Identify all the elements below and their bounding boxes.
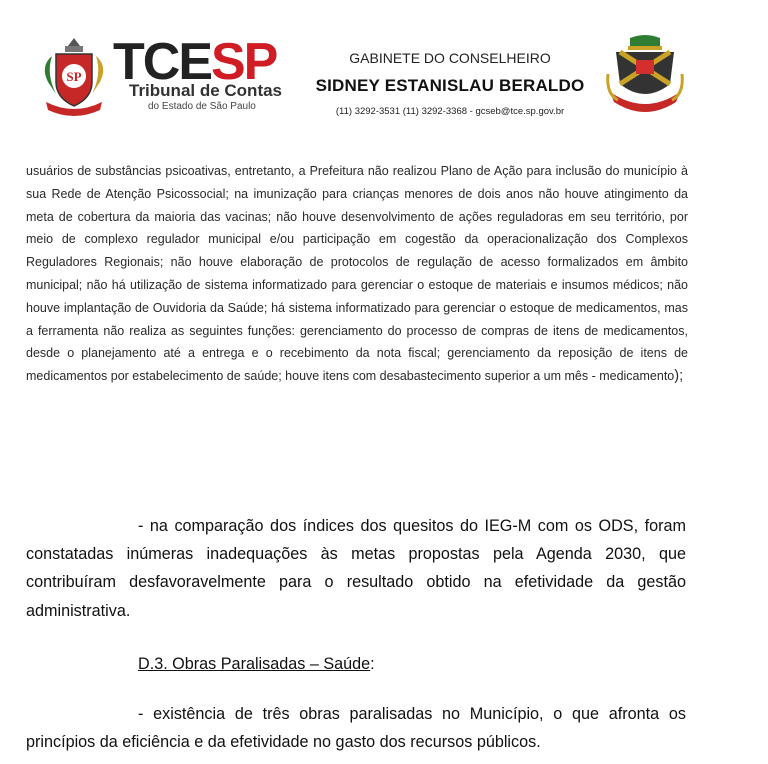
section-heading-text: D.3. Obras Paralisadas – Saúde (138, 655, 371, 673)
logo-tribunal-text: Tribunal de Contas (129, 81, 283, 100)
sao-paulo-coat-of-arms-icon (38, 36, 110, 118)
office-contact: (11) 3292-3531 (11) 3292-3368 - gcseb@tce.sp.gov.br (335, 106, 565, 117)
section-heading-colon: : (370, 655, 375, 673)
document-body-small (26, 160, 688, 388)
logo-sp: SP (211, 33, 277, 91)
logo-estado-text: do Estado de São Paulo (148, 101, 256, 112)
svg-text:SP: SP (66, 69, 82, 84)
paragraph-ods (26, 512, 686, 625)
paragraph-saude-close: ); (674, 368, 684, 385)
tce-crest-icon (606, 34, 684, 114)
office-name: SIDNEY ESTANISLAU BERALDO (315, 76, 585, 95)
letterhead (0, 0, 768, 140)
paragraph-ods-text: - na comparação dos índices dos quesitos do IEG-M com os ODS, foram constatadas inúmeras inadequações às metas propostas pela Agenda 2030, que contribuíram desfavoravelmente para o resultado obtido na efetividade da gestão administrativa. (26, 517, 686, 620)
paragraph-saude-continuation (26, 160, 688, 388)
logo-tce: TCE (113, 33, 211, 91)
section-heading-obras (138, 655, 375, 674)
paragraph-obras-text: - existência de três obras paralisadas no Município, o que afronta os princípios da eficiência e da efetividade no gasto dos recursos públicos. (26, 705, 686, 752)
paragraph-obras (26, 700, 686, 756)
office-title: GABINETE DO CONSELHEIRO (349, 50, 551, 66)
paragraph-saude-text: usuários de substâncias psicoativas, entretanto, a Prefeitura não realizou Plano de Ação para inclusão do município à sua Rede de Atenção Psicossocial; na imunização para crianças menores de dois anos não houve atingimento da meta de cobertura da maioria das vacinas; não houve desenvolvimento de ações reguladoras em seu território, por meio de complexo regulador municipal e/ou participação em cogestão da operacionalização dos Complexos Reguladores Regionais; não houve elaboração de protocolos de regulação de acesso formalizados em âmbito municipal; não há utilização de sistema informatizado para gerenciar o estoque de materiais e insumos médicos; não houve implantação de Ouvidoria da Saúde; há sistema informatizado para gerenciar o estoque de medicamentos, mas a ferramenta não realiza as seguintes funções: gerenciamento do processo de compras de itens de medicamentos, desde o planejamento até a entrega e o recebimento da nota fiscal; gerenciamento da reposição de itens de medicamentos por estabelecimento de saúde; houve itens com desabastecimento superior a um mês - medicamento (26, 164, 688, 384)
